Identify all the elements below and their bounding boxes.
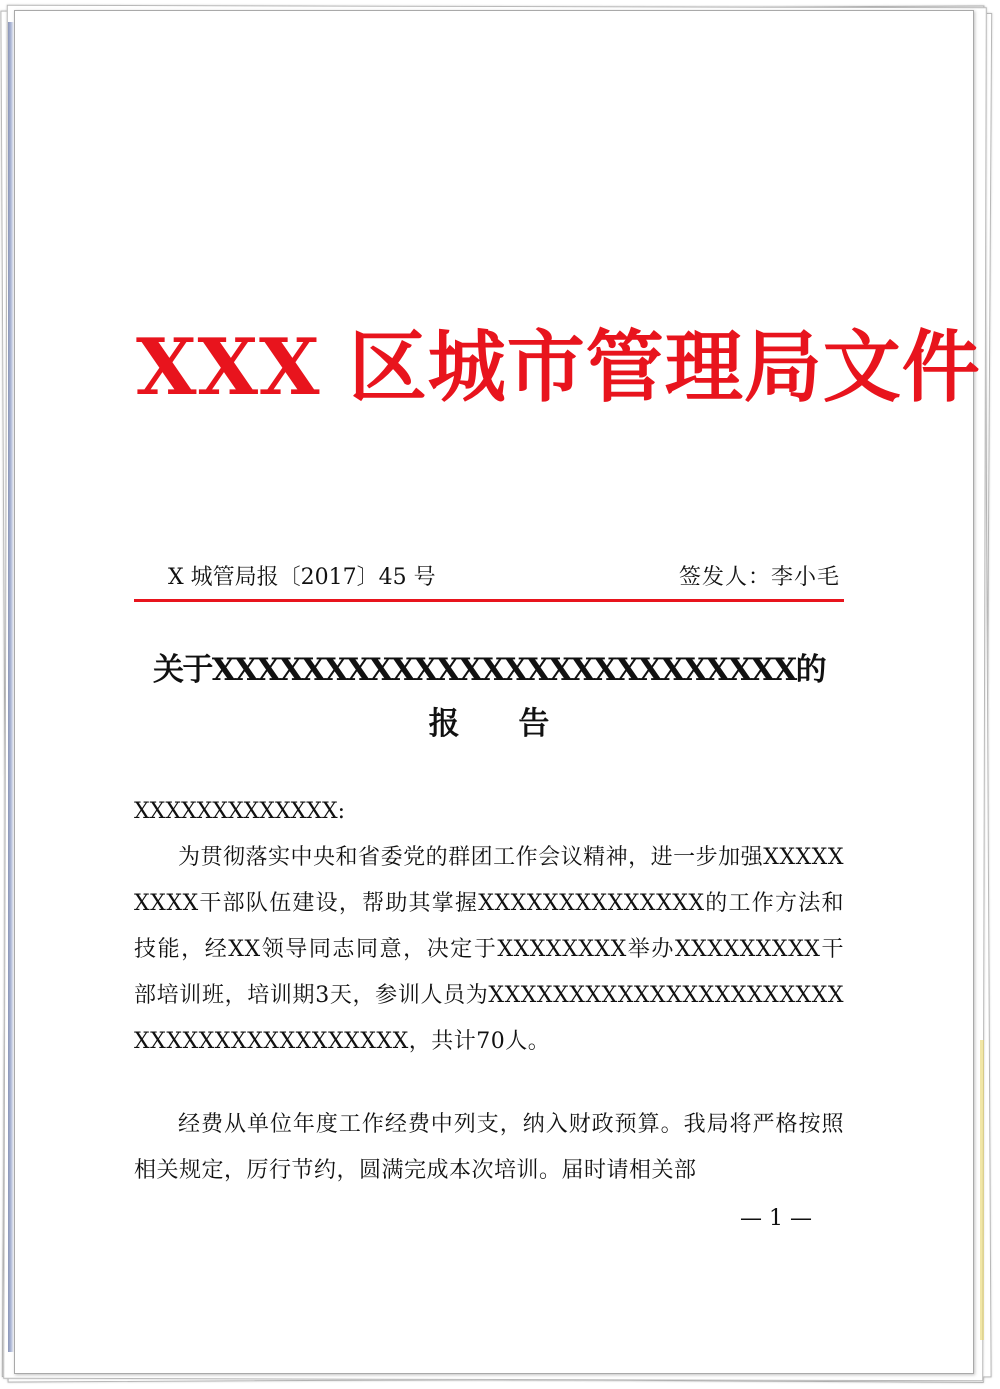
signer: 签发人：李小毛 [678,564,840,590]
doc-number: X 城管局报〔2017〕45 号 [168,564,436,590]
red-divider [134,599,844,602]
sheet-edge-decoration [980,1040,984,1340]
body-paragraph: 经费从单位年度工作经费中列支，纳入财政预算。我局将严格按照相关规定，厉行节约，圆满完成本次培训。届时请相关部 [134,1112,844,1183]
doc-meta-row [134,555,844,595]
document-title [134,645,844,749]
title-line-2: 报 告 [428,706,574,742]
body-paragraph: 为贯彻落实中央和省委党的群团工作会议精神，进一步加强XXXXXXXXX干部队伍建设，帮助其掌握XXXXXXXXXXXXXX的工作方法和技能，经XX领导同志同意，决定于XXXXXXXX举办XXXXXXXXX干部培训班，培训期3天，参训人员为XXXXXXXXXXXXXXXXXXXXXXXXXXXXXXXXXXXXXXX，共计70人。 [134,845,844,1054]
salutation: XXXXXXXXXXXXX: [134,799,346,824]
org-header: XXX 区城市管理局文件 [136,322,981,413]
title-line-1: 关于XXXXXXXXXXXXXXXXXXXXXXXXXX的 [153,652,825,688]
page-number: — 1 — [740,1206,812,1231]
